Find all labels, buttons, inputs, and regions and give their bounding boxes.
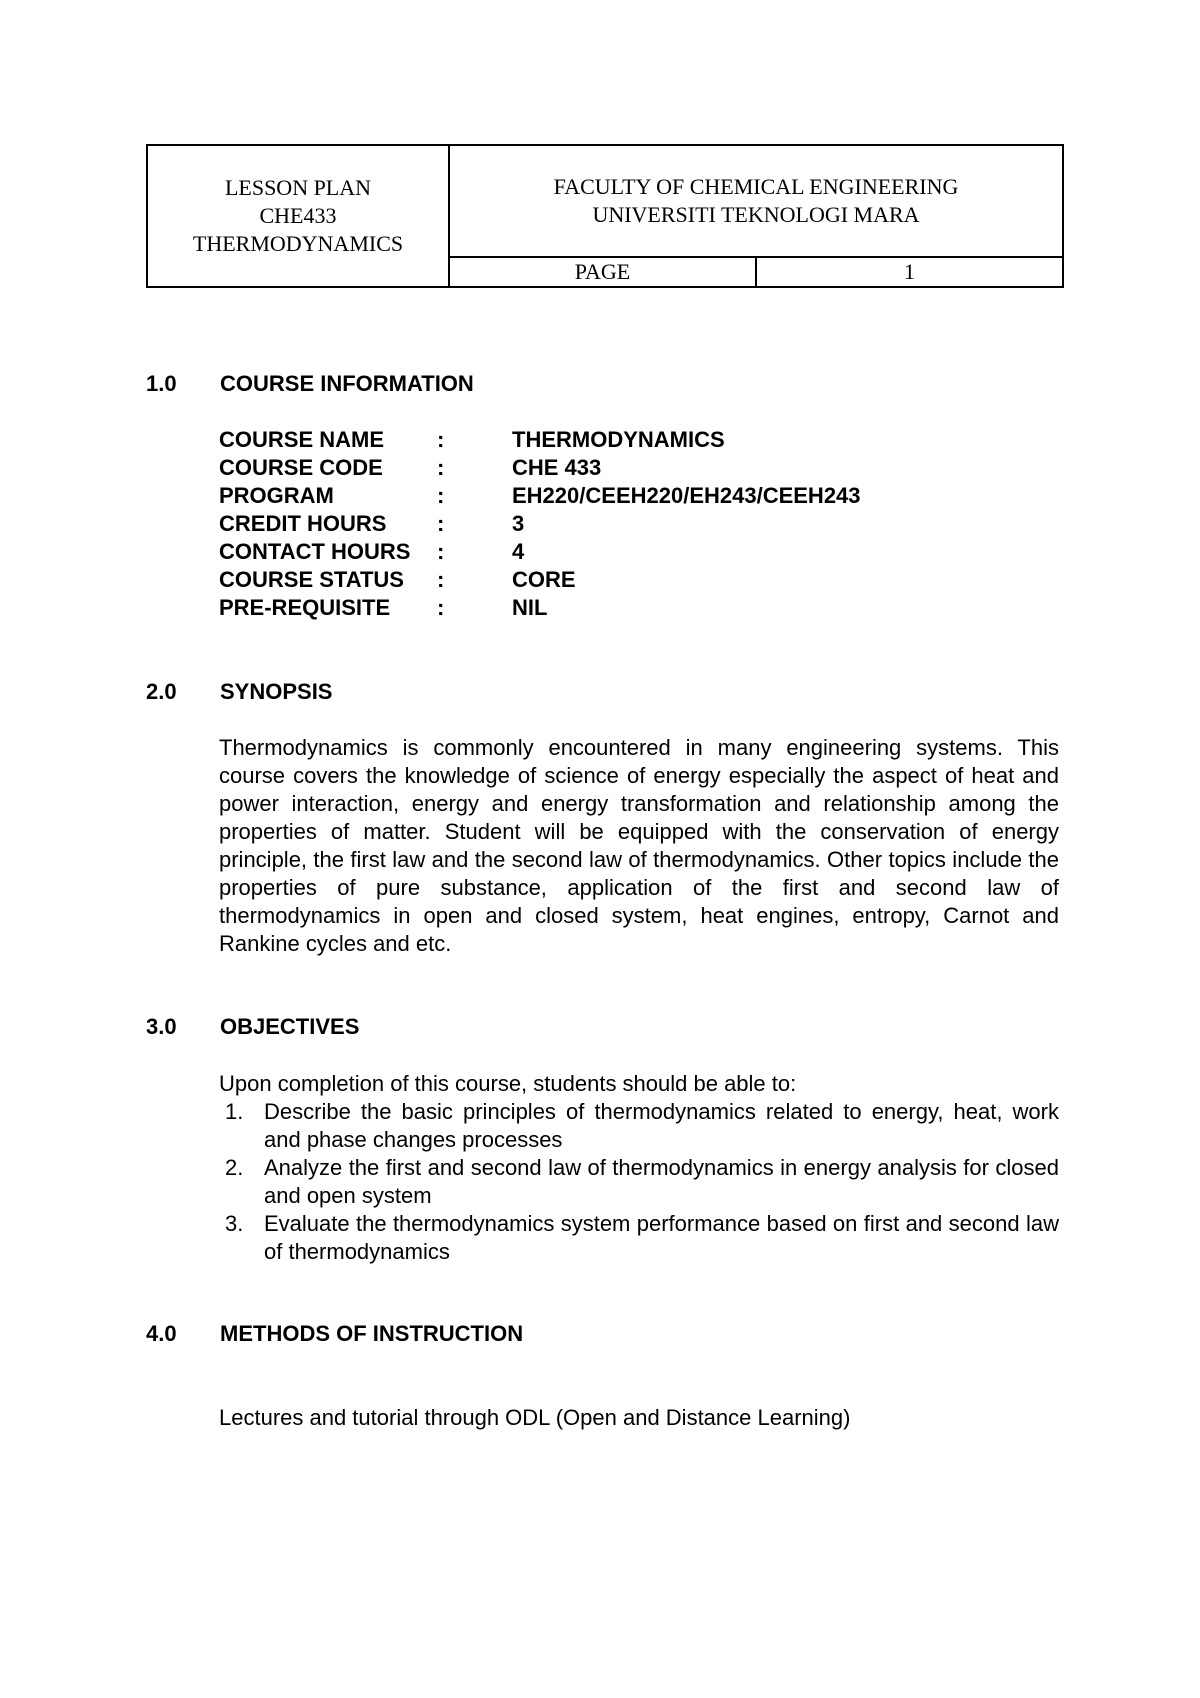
section-number: 3.0	[146, 1014, 177, 1039]
faculty-name: FACULTY OF CHEMICAL ENGINEERING	[553, 174, 959, 199]
section-number: 1.0	[146, 371, 177, 396]
section-title: SYNOPSIS	[220, 679, 333, 704]
objectives-list	[219, 1098, 1059, 1266]
section-number: 2.0	[146, 679, 177, 704]
info-label: COURSE NAME	[219, 427, 385, 452]
info-colon: :	[437, 595, 445, 620]
objective-text: Analyze the first and second law of thermodynamics in energy analysis for closed and open system	[264, 1155, 1059, 1208]
objective-item	[219, 1154, 1059, 1210]
section-title: COURSE INFORMATION	[220, 371, 474, 396]
info-colon: :	[437, 567, 445, 592]
course-name-header: THERMODYNAMICS	[192, 231, 404, 256]
objectives-intro: Upon completion of this course, students should be able to:	[219, 1071, 797, 1096]
info-colon: :	[437, 483, 445, 508]
course-code-header: CHE433	[259, 203, 337, 228]
info-colon: :	[437, 427, 445, 452]
section-title: METHODS OF INSTRUCTION	[220, 1321, 524, 1346]
lesson-plan-title: LESSON PLAN	[224, 175, 372, 200]
info-value: NIL	[512, 595, 548, 620]
university-name: UNIVERSITI TEKNOLOGI MARA	[592, 202, 920, 227]
document-header	[146, 144, 1064, 288]
faculty-cell	[449, 145, 1063, 257]
objective-number: 1.	[225, 1099, 244, 1124]
info-colon: :	[437, 511, 445, 536]
info-value: THERMODYNAMICS	[512, 427, 725, 452]
objective-number: 3.	[225, 1211, 244, 1236]
info-value: 3	[512, 511, 525, 536]
info-colon: :	[437, 455, 445, 480]
methods-text: Lectures and tutorial through ODL (Open and Distance Learning)	[219, 1405, 851, 1430]
objective-text: Evaluate the thermodynamics system performance based on first and second law of thermodynamics	[264, 1211, 1059, 1264]
objective-number: 2.	[225, 1155, 244, 1180]
info-label: CREDIT HOURS	[219, 511, 387, 536]
info-label: PRE-REQUISITE	[219, 595, 391, 620]
synopsis-paragraph: Thermodynamics is commonly encountered in many engineering systems. This course covers the knowledge of science of energy especially the aspect of heat and power interaction, energy and energy transformation and relationship among the properties of matter. Student will be equipped with the conservation of energy principle, the first law and the second law of thermodynamics. Other topics include the properties of pure substance, application of the first and second law of thermodynamics in open and closed system, heat engines, entropy, Carnot and Rankine cycles and etc.	[219, 735, 1059, 956]
info-value: 4	[512, 539, 525, 564]
lesson-plan-cell	[147, 145, 449, 287]
info-label: COURSE STATUS	[219, 567, 404, 592]
objective-item	[219, 1098, 1059, 1154]
section-number: 4.0	[146, 1321, 177, 1346]
info-value: EH220/CEEH220/EH243/CEEH243	[512, 483, 861, 508]
page-number: 1	[756, 257, 1063, 287]
info-value: CORE	[512, 567, 576, 592]
info-label: COURSE CODE	[219, 455, 383, 480]
info-label: CONTACT HOURS	[219, 539, 411, 564]
info-label: PROGRAM	[219, 483, 334, 508]
objective-item	[219, 1210, 1059, 1266]
objective-text: Describe the basic principles of thermodynamics related to energy, heat, work and phase changes processes	[264, 1099, 1059, 1152]
section-title: OBJECTIVES	[220, 1014, 360, 1039]
page-label: PAGE	[449, 257, 756, 287]
info-colon: :	[437, 539, 445, 564]
info-value: CHE 433	[512, 455, 602, 480]
